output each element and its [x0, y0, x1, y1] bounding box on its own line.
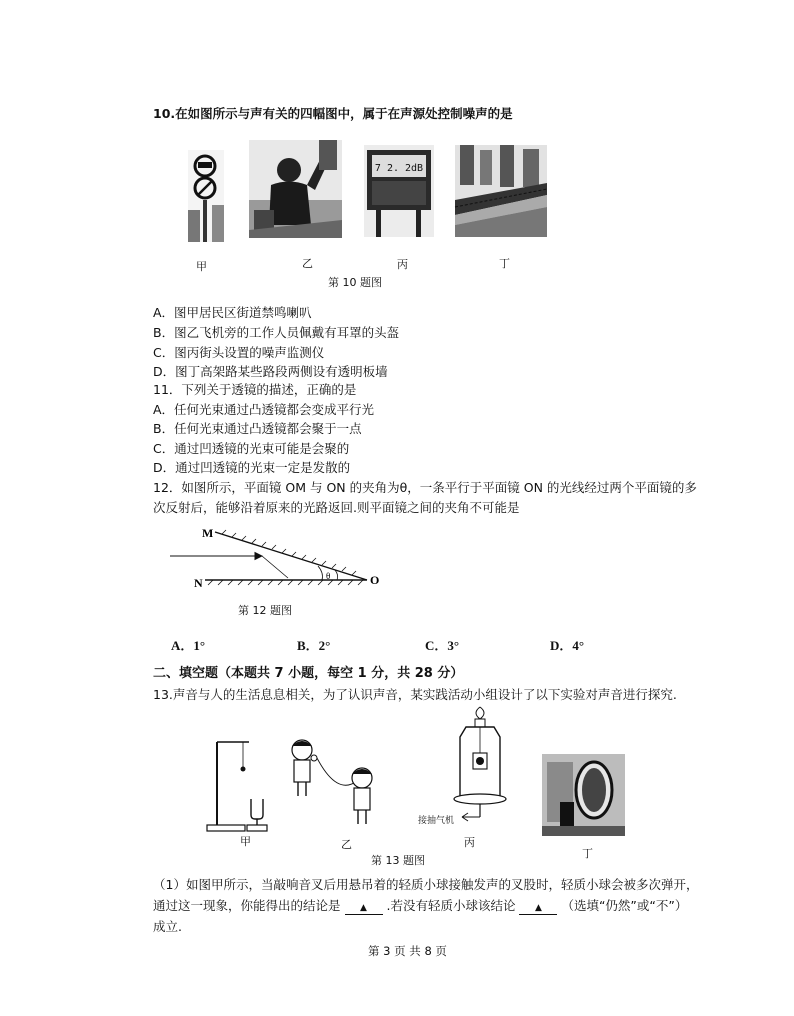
q13-answer-blank-1[interactable] — [345, 900, 383, 915]
label-m: M — [202, 526, 214, 540]
q10-label-ding: 丁 — [499, 257, 510, 270]
reflection-sketch — [318, 566, 323, 580]
q13-label-jia: 甲 — [240, 835, 251, 848]
q10-photo-jia — [188, 150, 224, 242]
drum-candle-image — [542, 754, 625, 836]
q13-fig-jia-tuning-fork — [207, 737, 267, 837]
mirror-on-hatching — [208, 580, 363, 585]
q13-sub1-text-b: .若没有轻质小球该结论 — [386, 898, 516, 913]
mirror-om-hatching — [222, 530, 356, 575]
page-number-footer: 第 3 页 共 8 页 — [368, 944, 447, 958]
q13-label-ding: 丁 — [582, 847, 593, 860]
q13-fig-bing-bell-jar — [440, 705, 520, 825]
q12-mirror-diagram — [0, 518, 794, 598]
angle-arc — [335, 570, 338, 580]
q12-option-d: D．4° — [550, 638, 585, 653]
q12-stem-line2: 次反射后，能够沿着原来的光路返回.则平面镜之间的夹角不可能是 — [153, 500, 520, 515]
q11-stem: 11．下列关于透镜的描述，正确的是 — [153, 382, 357, 397]
q13-sub1-line3: 成立. — [153, 919, 182, 934]
q12-option-a: A．1° — [171, 638, 206, 653]
blank-marker-2: ▲ — [534, 903, 542, 913]
q11-option-b: B．任何光束通过凸透镜都会聚于一点 — [153, 421, 362, 436]
q13-sub1-line1: （1）如图甲所示，当敲响音叉后用悬吊着的轻质小球接触发声的叉股时，轻质小球会被多次弹开， — [153, 877, 699, 892]
q12-option-c: C．3° — [425, 638, 460, 653]
q13-label-bing: 丙 — [464, 836, 475, 849]
q13-pump-label: 接抽气机 — [418, 816, 455, 826]
q13-sub1-text-c: （选填“仍然”或“不”） — [561, 898, 688, 913]
q13-sub1-text-a: 通过这一现象，你能得出的结论是 — [153, 898, 341, 913]
blank-marker-1: ▲ — [360, 903, 367, 913]
q10-option-b: B．图乙飞机旁的工作人员佩戴有耳罩的头盔 — [153, 325, 400, 340]
q13-answer-blank-2[interactable] — [519, 900, 557, 915]
q10-label-jia: 甲 — [196, 260, 207, 273]
label-theta: θ — [326, 571, 331, 581]
q11-option-d: D．通过凹透镜的光束一定是发散的 — [153, 460, 351, 475]
q10-option-c: C．图丙街头设置的噪声监测仪 — [153, 345, 325, 360]
q11-option-c: C．通过凹透镜的光束可能是会聚的 — [153, 441, 350, 456]
noise-monitor-image — [364, 145, 434, 237]
label-n: N — [194, 576, 203, 590]
q13-photo-ding — [542, 754, 625, 836]
airport-worker-image — [249, 140, 342, 238]
q13-label-yi: 乙 — [341, 838, 352, 851]
q10-caption: 第 10 题图 — [328, 276, 382, 289]
q10-label-yi: 乙 — [302, 257, 313, 270]
q13-stem: 13.声音与人的生活息息相关，为了认识声音，某实践活动小组设计了以下实验对声音进行探究. — [153, 687, 677, 702]
reflected-ray — [262, 556, 288, 578]
no-horn-sign-icon — [188, 150, 224, 242]
q11-option-a: A．任何光束通过凸透镜都会变成平行光 — [153, 402, 375, 417]
q12-stem-line1: 12．如图所示，平面镜 OM 与 ON 的夹角为θ，一条平行于平面镜 ON 的光线经过两个平面镜的多 — [153, 480, 697, 495]
q13-sub1-line2 — [153, 896, 687, 915]
q10-stem: 10.在如图所示与声有关的四幅图中，属于在声源处控制噪声的是 — [153, 106, 513, 121]
q10-photo-ding — [455, 145, 547, 237]
q12-caption: 第 12 题图 — [238, 604, 292, 617]
monitor-reading: 7 2. 2dB — [374, 163, 424, 174]
q10-label-bing: 丙 — [397, 258, 408, 271]
q13-caption: 第 13 题图 — [371, 854, 425, 867]
q13-fig-yi-string-phone — [287, 736, 387, 836]
q10-photo-bing — [364, 145, 434, 237]
q10-option-d: D．图丁高架路某些路段两侧设有透明板墙 — [153, 364, 388, 379]
label-o: O — [370, 573, 380, 587]
sound-barrier-image — [455, 145, 547, 237]
section-2-title: 二、填空题（本题共 7 小题，每空 1 分，共 28 分） — [153, 666, 464, 681]
q10-photo-yi — [249, 140, 342, 238]
q12-option-b: B．2° — [297, 638, 331, 653]
q10-option-a: A．图甲居民区街道禁鸣喇叭 — [153, 305, 312, 320]
